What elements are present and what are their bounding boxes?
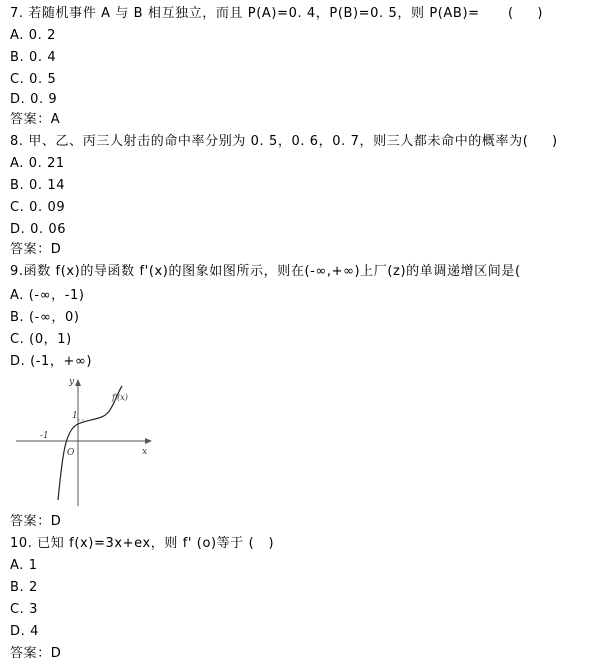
- question-10-answer: 答案：D: [10, 646, 62, 661]
- x-tick-label: -1: [40, 431, 49, 441]
- y-axis-label: y: [69, 377, 75, 387]
- question-8-stem: 8. 甲、乙、丙三人射击的命中率分别为 0. 5，0. 6，0. 7，则三人都未命中的概率为( ): [10, 134, 558, 149]
- question-9-option-c: C. (0，1): [10, 332, 72, 347]
- question-9-option-a: A. (-∞，-1): [10, 288, 85, 303]
- question-8-option-a: A. 0. 21: [10, 156, 65, 171]
- question-8-answer: 答案：D: [10, 242, 62, 257]
- x-axis-arrow-icon: [145, 438, 152, 444]
- curve-label: f'(x): [112, 393, 128, 402]
- question-8-option-c: C. 0. 09: [10, 200, 66, 215]
- question-7-option-b: B. 0. 4: [10, 50, 57, 65]
- question-7-stem: 7. 若随机事件 A 与 B 相互独立，而且 P(A)=0. 4，P(B)=0. 5，则 P(AB)= ( ): [10, 6, 544, 21]
- derivative-graph: [12, 372, 162, 510]
- question-10-option-a: A. 1: [10, 558, 38, 573]
- question-7-option-a: A. 0. 2: [10, 28, 56, 43]
- question-9-answer: 答案：D: [10, 514, 62, 529]
- question-9-option-b: B. (-∞，0): [10, 310, 80, 325]
- question-10-stem: 10. 已知 f(x)=3x+ex，则 f' (o)等于 ( ): [10, 536, 275, 551]
- x-axis-label: x: [142, 447, 148, 457]
- question-7-option-d: D. 0. 9: [10, 92, 58, 107]
- question-7-answer: 答案：A: [10, 112, 61, 127]
- origin-label: O: [67, 448, 75, 458]
- question-8-option-d: D. 0. 06: [10, 222, 67, 237]
- question-8-option-b: B. 0. 14: [10, 178, 66, 193]
- y-tick-label: 1: [72, 411, 78, 421]
- y-axis-arrow-icon: [75, 379, 81, 386]
- question-9-stem: 9.函数 f(x)的导函数 f'(x)的图象如图所示，则在(-∞,+∞)上厂(z)的单调递增区间是(: [10, 264, 521, 279]
- question-9-option-d: D. (-1，+∞): [10, 354, 93, 369]
- question-7-option-c: C. 0. 5: [10, 72, 57, 87]
- derivative-curve: [58, 386, 122, 500]
- question-10-option-c: C. 3: [10, 602, 39, 617]
- question-10-option-d: D. 4: [10, 624, 39, 639]
- question-10-option-b: B. 2: [10, 580, 38, 595]
